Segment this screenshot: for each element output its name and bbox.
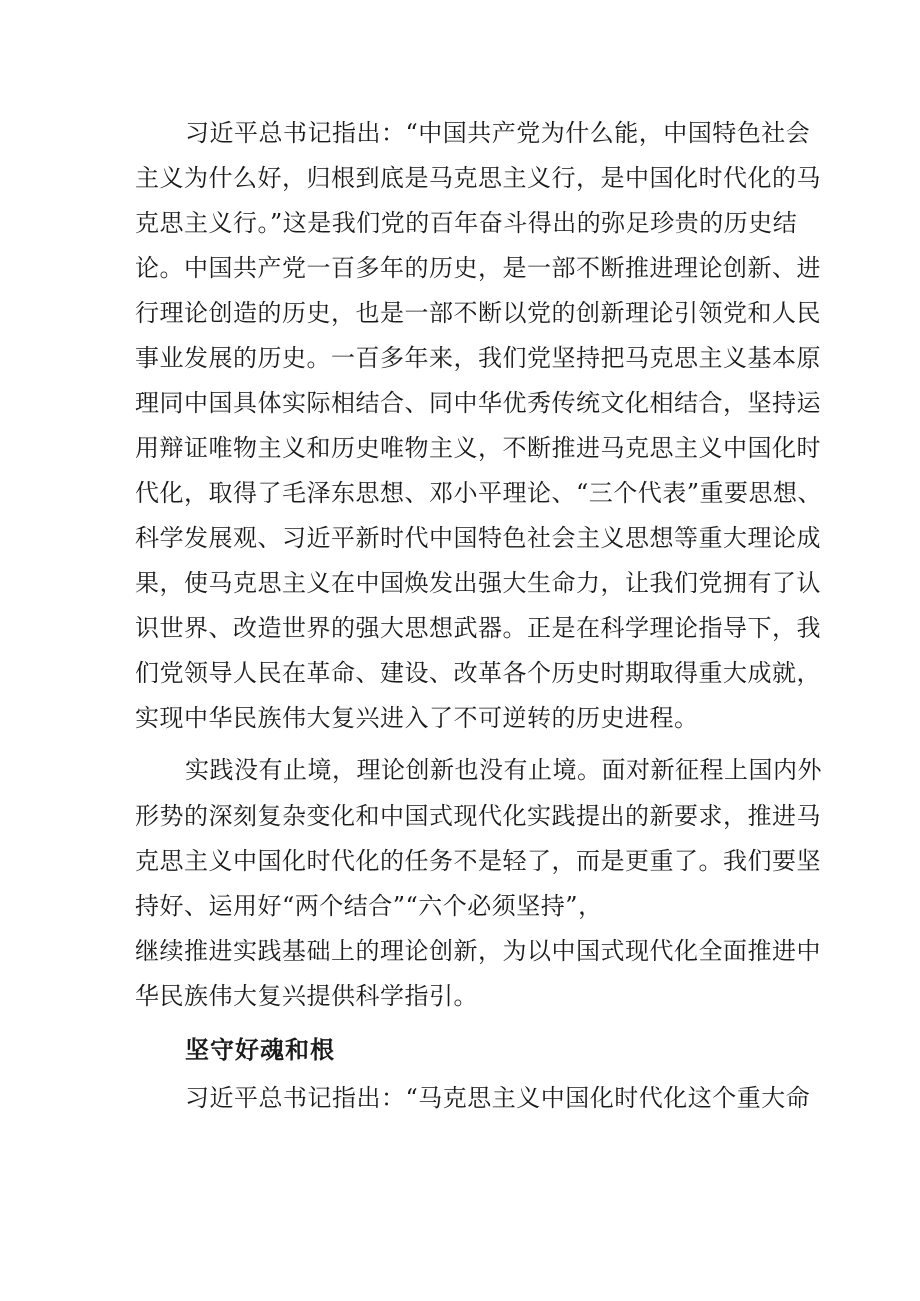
paragraph-1-line-2: 主义为什么好，归根到底是马克思主义行，是中国化时代化的马 [135, 164, 821, 192]
paragraph-2-line-3: 克思主义中国化时代化的任务不是轻了，而是更重了。我们要坚 [135, 847, 821, 875]
paragraph-1-line-10: 科学发展观、习近平新时代中国特色社会主义思想等重大理论成 [135, 524, 821, 552]
paragraph-1-line-11: 果，使马克思主义在中国焕发出强大生命力，让我们党拥有了认 [135, 569, 821, 597]
paragraph-3-line-1: 习近平总书记指出：“马克思主义中国化时代化这个重大命 [185, 1084, 811, 1112]
paragraph-1-line-14: 实现中华民族伟大复兴进入了不可逆转的历史进程。 [135, 704, 699, 732]
paragraph-2-line-5: 继续推进实践基础上的理论创新，为以中国式现代化全面推进中 [135, 937, 821, 965]
paragraph-1-line-6: 事业发展的历史。一百多年来，我们党坚持把马克思主义基本原 [135, 344, 821, 372]
section-heading: 坚守好魂和根 [185, 1036, 335, 1064]
paragraph-1-line-4: 论。中国共产党一百多年的历史，是一部不断推进理论创新、进 [135, 254, 821, 282]
paragraph-2-line-6: 华民族伟大复兴提供科学指引。 [135, 982, 478, 1010]
paragraph-1-line-13: 们党领导人民在革命、建设、改革各个历史时期取得重大成就， [135, 659, 821, 687]
paragraph-1-line-1: 习近平总书记指出：“中国共产党为什么能，中国特色社会 [185, 119, 811, 147]
paragraph-1-line-9: 代化，取得了毛泽东思想、邓小平理论、“三个代表”重要思想、 [135, 479, 823, 507]
paragraph-2-line-4: 持好、运用好“两个结合”“六个必须坚持”， [135, 892, 603, 920]
paragraph-1-line-3: 克思主义行。”这是我们党的百年奋斗得出的弥足珍贵的历史结 [135, 209, 798, 237]
paragraph-1-line-8: 用辩证唯物主义和历史唯物主义，不断推进马克思主义中国化时 [135, 434, 821, 462]
paragraph-1-line-7: 理同中国具体实际相结合、同中华优秀传统文化相结合，坚持运 [135, 389, 821, 417]
paragraph-1-line-5: 行理论创造的历史，也是一部不断以党的创新理论引领党和人民 [135, 299, 821, 327]
paragraph-2-line-1: 实践没有止境，理论创新也没有止境。面对新征程上国内外 [185, 756, 822, 784]
paragraph-2-line-2: 形势的深刻复杂变化和中国式现代化实践提出的新要求，推进马 [135, 802, 821, 830]
paragraph-1-line-12: 识世界、改造世界的强大思想武器。正是在科学理论指导下，我 [135, 614, 821, 642]
